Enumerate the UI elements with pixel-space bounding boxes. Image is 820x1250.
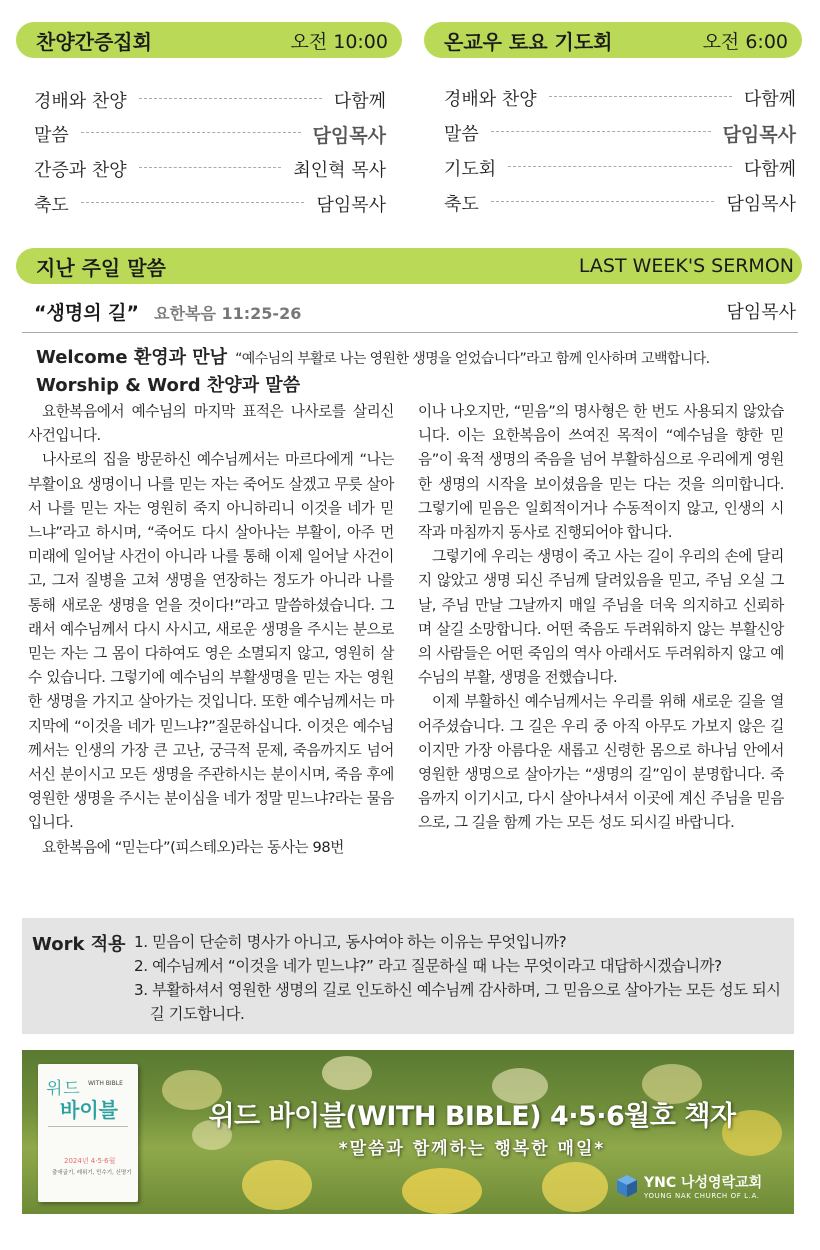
- book-with-bible: WITH BIBLE: [88, 1080, 123, 1087]
- order-row: [444, 187, 796, 219]
- welcome-text: “예수님의 부활로 나는 영원한 생명을 얻었습니다”라고 함께 인사하며 고백합니다.: [235, 351, 710, 367]
- saturday-prayer-time: 오전 6:00: [702, 30, 788, 53]
- order-leader: 담임목사: [312, 124, 386, 147]
- flower-shape: [322, 1056, 372, 1090]
- flower-shape: [542, 1162, 608, 1212]
- book-title-1: 위드: [46, 1079, 81, 1099]
- sermon-title-group: [34, 298, 301, 325]
- church-logo: [616, 1172, 762, 1200]
- order-row: [444, 152, 796, 184]
- order-label: 경배와 찬양: [34, 91, 127, 112]
- sermon-paragraph: 요한복음에 “믿는다”(피스테오)라는 동사는 98번: [42, 838, 344, 856]
- sermon-title: “생명의 길”: [34, 301, 140, 324]
- order-row: [34, 153, 386, 185]
- order-leader: 담임목사: [722, 123, 796, 146]
- church-name-en: YOUNG NAK CHURCH OF L.A.: [644, 1192, 760, 1200]
- book-title-2: 바이블: [60, 1098, 118, 1122]
- welcome-line: [36, 343, 806, 369]
- dotted-leader: [508, 166, 732, 167]
- book-divider: [48, 1126, 128, 1127]
- work-label: Work 적용: [32, 934, 126, 955]
- sermon-paragraph: 요한복음에서 예수님의 마지막 표적은 나사로를 살리신 사건입니다.: [28, 403, 394, 445]
- work-questions: [134, 930, 790, 1026]
- order-label: 기도회: [444, 159, 497, 180]
- book-contents: 출애굽기, 레위기, 민수기, 신명기: [52, 1170, 132, 1176]
- work-application-box: [22, 918, 794, 1034]
- order-row: [34, 188, 386, 220]
- sermon-column-left: [28, 400, 394, 860]
- worship-heading: Worship & Word 찬양과 말씀: [36, 375, 301, 396]
- sermon-paragraph: 이제 부활하신 예수님께서는 우리를 위해 새로운 길을 열어주셨습니다. 그 길은 우리 중 아직 아무도 가보지 않은 길이지만 가장 아름다운 새롭고 신령한 몸으로 하나님 안에서 영원한 생명으로 살아가는 “생명의 길”임이 분명합니다. 죽음까지 이기시고, 다시 살아나셔서 이곳에 계신 주님을 믿음으로, 그 길을 함께 가는 모든 성도 되시길 바랍니다.: [418, 693, 784, 832]
- order-leader: 담임목사: [726, 194, 796, 215]
- praise-service-time: 오전 10:00: [290, 30, 388, 53]
- sermon-paragraph: 그렇기에 우리는 생명이 죽고 사는 길이 우리의 손에 달리지 않았고 생명 되신 주님께 달려있음을 믿고, 주님 오실 그날, 주님 만날 그날까지 매일 주님을 더욱 의지하고 신뢰하며 살길 소망합니다. 어떤 죽음도 두려워하지 않는 부활신앙의 사람들은 어떤 죽임의 역사 아래서도 두려워하지 않고 예수님의 부활, 생명을 전했습니다.: [418, 548, 784, 687]
- dotted-leader: [491, 131, 711, 132]
- sermon-section-header: [16, 248, 802, 284]
- welcome-heading: Welcome 환영과 만남: [36, 347, 228, 368]
- dotted-leader: [81, 202, 305, 203]
- order-label: 말씀: [34, 125, 69, 146]
- banner-title: 위드 바이블(WITH BIBLE) 4·5·6월호 책자: [208, 1101, 736, 1132]
- work-question: 3. 부활하셔서 영원한 생명의 길로 인도하신 예수님께 감사하며, 그 믿음으로 살아가는 모든 성도 되시길 기도합니다.: [134, 981, 781, 1023]
- order-label: 간증과 찬양: [34, 160, 127, 181]
- order-leader: 다함께: [333, 91, 386, 112]
- work-question: 1. 믿음이 단순히 명사가 아니고, 동사여야 하는 이유는 무엇입니까?: [134, 933, 567, 951]
- work-question: 2. 예수님께서 “이것을 네가 믿느냐?” 라고 질문하실 때 나는 무엇이라고 대답하시겠습니까?: [134, 957, 722, 975]
- order-leader: 다함께: [743, 159, 796, 180]
- sermon-heading: [34, 294, 796, 328]
- church-name: YNC 나성영락교회: [644, 1175, 763, 1191]
- sermon-paragraph: 이나 나오지만, “믿음”의 명사형은 한 번도 사용되지 않았습니다. 이는 요한복음이 쓰여진 목적이 “예수님을 향한 믿음”이 육적 생명의 죽음을 넘어 부활하심으로 우리에게 영원한 생명의 시작을 보이셨음을 믿는 다는 것을 의미합니다. 그렇기에 믿음은 일회적이거나 수동적이지 않고, 인생의 시작과 마침까지 동사로 진행되어야 합니다.: [418, 403, 784, 542]
- dotted-leader: [549, 96, 732, 97]
- order-label: 말씀: [444, 124, 479, 145]
- order-leader: 담임목사: [316, 195, 386, 216]
- dotted-leader: [139, 98, 322, 99]
- saturday-prayer-title: 온교우 토요 기도회: [444, 29, 613, 54]
- praise-service-order: [34, 82, 386, 222]
- saturday-prayer-order: [444, 82, 796, 222]
- scripture-reference: 요한복음 11:25-26: [154, 303, 302, 323]
- book-date: 2024년 4·5·6월: [64, 1157, 116, 1165]
- dotted-leader: [491, 201, 715, 202]
- dotted-leader: [81, 132, 301, 133]
- order-row: [34, 118, 386, 150]
- book-cover: [38, 1064, 138, 1202]
- order-row: [34, 84, 386, 116]
- order-label: 경배와 찬양: [444, 89, 537, 110]
- saturday-prayer-header: [424, 22, 802, 58]
- banner-subtitle: *말씀과 함께하는 행복한 매일*: [338, 1139, 606, 1159]
- divider: [22, 332, 798, 333]
- sermon-section-title-en: LAST WEEK'S SERMON: [578, 255, 794, 277]
- preacher: 담임목사: [726, 302, 796, 323]
- praise-service-title: 찬양간증집회: [36, 29, 152, 54]
- church-logo-icon: [616, 1174, 638, 1198]
- sermon-paragraph: 나사로의 집을 방문하신 예수님께서는 마르다에게 “나는 부활이요 생명이니 나를 믿는 자는 죽어도 살겠고 무릇 살아서 나를 믿는 자는 영원히 죽지 아니하리니 이것을 네가 믿느냐”라고 하시며, “죽어도 다시 살아나는 부활이, 아주 먼 미래에 일어날 사건이 아니라 나를 통해 이제 일어날 사건이고, 그저 질병을 고쳐 생명을 연장하는 정도가 아니라 나를 통해 새로운 생명을 얻을 것이다!”라고 말씀하셨습니다. 그래서 예수님께서 다시 사시고, 새로운 생명을 주시는 분으로 믿는 자는 그 몸이 다하여도 영은 소멸되지 않고, 영원히 살 수 있습니다. 그렇기에 예수님의 부활생명을 믿는 자는 영원한 생명을 가지고 살아가는 것입니다. 또한 예수님께서는 마지막에 “이것을 네가 믿느냐?”질문하십니다. 이것은 예수님께서는 인생의 가장 큰 고난, 궁극적 문제, 죽음까지도 넘어서신 분이시고 모든 생명을 주관하시는 분이시며, 죽음 후에 영원한 생명을 주시는 분이심을 네가 정말 믿느냐?라는 물음입니다.: [28, 451, 394, 832]
- with-bible-banner[interactable]: [22, 1050, 794, 1214]
- sermon-column-right: [418, 400, 784, 836]
- flower-shape: [402, 1168, 482, 1214]
- flower-shape: [242, 1160, 312, 1210]
- order-leader: 최인혁 목사: [293, 160, 386, 181]
- order-row: [444, 117, 796, 149]
- order-row: [444, 82, 796, 114]
- order-label: 축도: [34, 195, 69, 216]
- order-leader: 다함께: [743, 89, 796, 110]
- sermon-section-title: 지난 주일 말씀: [36, 255, 166, 280]
- praise-service-header: [16, 22, 402, 58]
- dotted-leader: [139, 167, 282, 168]
- order-label: 축도: [444, 194, 479, 215]
